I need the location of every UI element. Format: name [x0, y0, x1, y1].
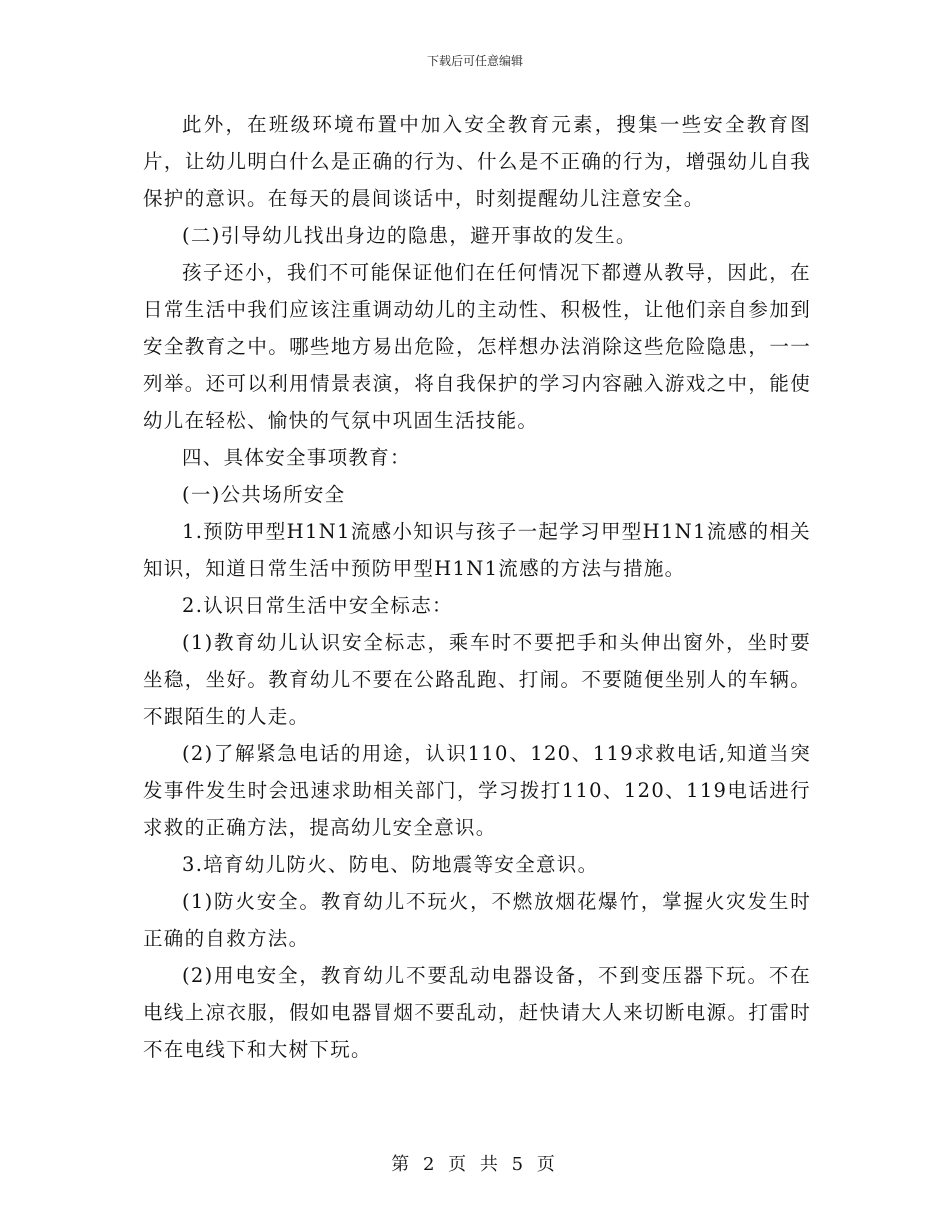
paragraph-safety-signs: (1)教育幼儿认识安全标志，乘车时不要把手和头伸出窗外，坐时要坐稳，坐好。教育幼儿不要在公路乱跑、打闹。不要随便坐别人的车辆。不跟陌生的人走。	[143, 631, 811, 728]
paragraph-heading-hazards: (二)引导幼儿找出身边的隐患，避开事故的发生。	[182, 224, 637, 247]
paragraph-environment: 此外，在班级环境布置中加入安全教育元素，搜集一些安全教育图片，让幼儿明白什么是正确的行为、什么是不正确的行为，增强幼儿自我保护的意识。在每天的晨间谈话中，时刻提醒幼儿注意安全。	[143, 113, 811, 210]
page-header: 下载后可任意编辑	[426, 54, 523, 68]
section-heading-safety-items: 四、具体安全事项教育：	[182, 446, 411, 469]
page-number: 第 2 页 共 5 页	[391, 1154, 559, 1175]
paragraph-children-participation: 孩子还小，我们不可能保证他们在任何情况下都遵从教导，因此，在日常生活中我们应该注重调动幼儿的主动性、积极性，让他们亲自参加到安全教育之中。哪些地方易出危险，怎样想办法消除这些危险隐患，一一列举。还可以利用情景表演，将自我保护的学习内容融入游戏之中，能使幼儿在轻松、愉快的气氛中巩固生活技能。	[143, 261, 811, 432]
paragraph-safety-signs-heading: 2.认识日常生活中安全标志：	[182, 594, 453, 617]
document-body	[143, 106, 811, 1068]
paragraph-flu-prevention: 1.预防甲型H1N1流感小知识与孩子一起学习甲型H1N1流感的相关知识，知道日常生活中预防甲型H1N1流感的方法与措施。	[143, 520, 811, 580]
paragraph-fire-safety: (1)防火安全。教育幼儿不玩火，不燃放烟花爆竹，掌握火灾发生时正确的自救方法。	[143, 890, 811, 950]
paragraph-emergency-calls: (2)了解紧急电话的用途，认识110、120、119求救电话,知道当突发事件发生时会迅速求助相关部门，学习拨打110、120、119电话进行求救的正确方法，提高幼儿安全意识。	[143, 742, 811, 839]
paragraph-safety-awareness-heading: 3.培育幼儿防火、防电、防地震等安全意识。	[182, 853, 599, 876]
subsection-heading-public-places: (一)公共场所安全	[182, 483, 346, 506]
paragraph-electric-safety: (2)用电安全，教育幼儿不要乱动电器设备，不到变压器下玩。不在电线上凉衣服，假如电器冒烟不要乱动，赶快请大人来切断电源。打雷时不在电线下和大树下玩。	[143, 964, 811, 1061]
